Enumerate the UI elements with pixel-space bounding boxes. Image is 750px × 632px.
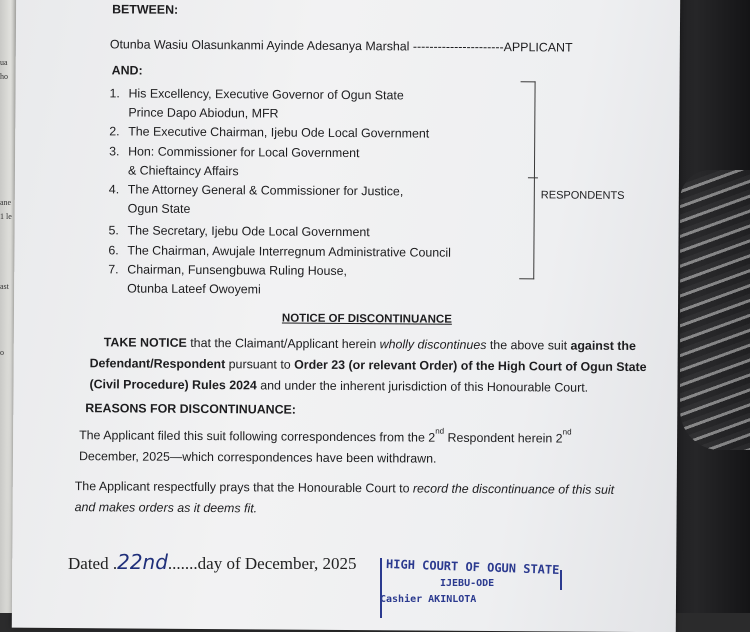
list-item-text: The Secretary, Ijebu Ode Local Government [127,223,370,240]
applicant-dashes: ---------------------- [412,39,504,55]
prayer-text: The Applicant respectfully prays that the Honourable Court to [74,479,413,496]
stamp-cashier: Cashier AKINLOTA [380,594,477,605]
court-stamp [378,552,568,622]
list-item-number: 5. [108,223,119,238]
notice-italic-text: wholly discontinues [379,337,487,352]
respondents-label: RESPONDENTS [540,189,625,202]
applicant-label: APPLICANT [503,40,573,55]
reasons-line-2: December, 2025—which correspondences have been withdrawn. [78,449,437,466]
stamp-location: IJEBU-ODE [440,578,495,589]
reasons-heading: REASONS FOR DISCONTINUANCE: [85,401,297,417]
prayer-paragraph [75,476,615,522]
handwritten-date: 22nd [117,550,168,574]
list-item-text: & Chieftaincy Affairs [127,163,239,179]
stamp-court-name: HIGH COURT OF OGUN STATE [385,556,560,578]
dated-prefix: Dated . [68,554,118,573]
and-heading: AND: [111,63,143,78]
stamp-border [560,570,562,590]
stamp-border [380,558,382,618]
notice-text: pursuant to [225,357,295,372]
list-item-number: 7. [108,262,119,277]
notice-line-3 [89,374,646,399]
edge-text-fragment: ua [0,58,8,67]
list-item-text: The Executive Chairman, Ijebu Ode Local Government [128,124,430,141]
superscript: nd [562,427,572,437]
notice-bold-text: Defendant/Respondent [89,356,226,372]
edge-text-fragment: ane [0,198,12,207]
reasons-text: The Applicant filed this suit following correspondences from the 2 [79,428,436,445]
list-item-number: 6. [108,243,119,258]
dated-line [68,550,357,574]
edge-text-fragment: ast [0,282,9,291]
respondents-bracket [519,81,535,279]
notice-text: that the Claimant/Applicant herein [186,335,380,352]
dated-suffix: .......day of December, 2025 [167,554,357,573]
prayer-italic-text: and makes orders as it deems fit. [74,500,258,516]
list-item-number: 1. [109,86,120,101]
document-page [12,0,680,632]
notice-paragraph [89,332,646,399]
reasons-text: Respondent herein 2 [444,430,563,446]
fabric-background [680,170,750,450]
list-item-number: 2. [109,124,120,139]
list-item-number: 3. [109,144,120,159]
applicant-name: Otunba Wasiu Olasunkanmi Ayinde Adesanya Marshal [109,37,410,54]
respondents-bracket-tick [528,177,538,178]
list-item-text: The Attorney General & Commissioner for Justice, [127,182,404,199]
list-item-text: Hon: Commissioner for Local Government [128,144,360,161]
notice-text: and under the inherent jurisdiction of this Honourable Court. [256,378,589,395]
list-item-text: Ogun State [127,201,191,216]
between-heading: BETWEEN: [112,2,179,17]
list-item-text: Otunba Lateef Owoyemi [127,281,261,297]
edge-text-fragment: 1 le [0,212,12,221]
notice-bold-text: against the [570,338,636,354]
notice-text: the above suit [486,337,571,353]
list-item-text: Chairman, Funsengbuwa Ruling House, [127,262,348,279]
edge-text-fragment: o [0,348,4,357]
prayer-italic-text: record the discontinuance of this suit [412,481,615,497]
notice-title: NOTICE OF DISCONTINUANCE [281,312,452,326]
reasons-paragraph [79,425,572,470]
edge-text-fragment: ho [0,72,8,81]
list-item-text: Prince Dapo Abiodun, MFR [128,105,279,121]
notice-bold-text: Order 23 (or relevant Order) of the High Court of Ogun State [294,357,647,375]
notice-take-notice: TAKE NOTICE [103,335,187,350]
prayer-line-2 [75,497,614,522]
list-item-number: 4. [108,182,120,197]
list-item-text: The Chairman, Awujale Interregnum Administrative Council [127,243,451,260]
notice-bold-text: (Civil Procedure) Rules 2024 [89,377,257,393]
list-item-text: His Excellency, Executive Governor of Ogun State [128,86,404,103]
applicant-line [110,37,573,54]
superscript: nd [435,426,445,436]
